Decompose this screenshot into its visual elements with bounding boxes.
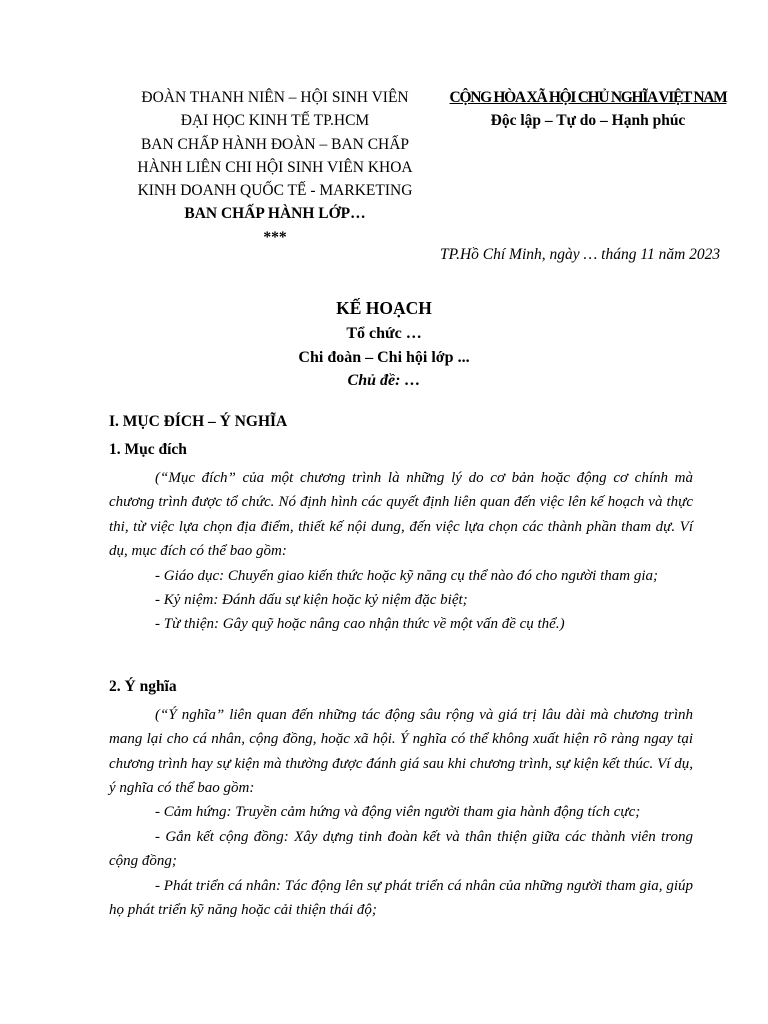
meaning-paragraph: (“Ý nghĩa” liên quan đến những tác động sâu rộng và giá trị lâu dài mà chương trình mang lại cho cá nhân, cộng đồng, hoặc xã hội. Ý nghĩa có thể không xuất hiện rõ ràng ngay tại chương trình hay sự kiện mà thường được đánh giá sau khi chương trình, sự kiện kết thúc. Ví dụ, ý nghĩa có thể bao gồm: <box>109 706 693 797</box>
meaning-heading: 2. Ý nghĩa <box>109 677 177 695</box>
purpose-bullet: - Từ thiện: Gây quỹ hoặc nâng cao nhận thức về một vấn đề cụ thể.) <box>155 616 565 633</box>
meaning-bullet: - Phát triển cá nhân: Tác động lên sự phát triển cá nhân của những người tham gia, giúp họ phát triển kỹ năng hoặc cải thiện thái độ; <box>109 877 693 919</box>
plan-branch: Chi đoàn – Chi hội lớp ... <box>298 349 470 366</box>
date-line: TP.Hồ Chí Minh, ngày … tháng 11 năm 2023 <box>440 246 721 263</box>
national-header <box>436 86 740 133</box>
spacer <box>109 637 693 675</box>
org-line: HÀNH LIÊN CHI HỘI SINH VIÊN KHOA <box>137 158 413 176</box>
plan-organize: Tổ chức … <box>346 325 422 342</box>
purpose-bullet: - Giáo dục: Chuyển giao kiến thức hoặc kỹ năng cụ thể nào đó cho người tham gia; <box>155 567 659 584</box>
meaning-bullet: - Cảm hứng: Truyền cảm hứng và động viên người tham gia hành động tích cực; <box>155 804 641 821</box>
org-line: BAN CHẤP HÀNH ĐOÀN – BAN CHẤP <box>140 135 410 153</box>
national-motto: Độc lập – Tự do – Hạnh phúc <box>490 112 686 130</box>
stars-divider: *** <box>263 228 287 246</box>
plan-title: KẾ HOẠCH <box>336 298 432 318</box>
purpose-heading: 1. Mục đích <box>109 441 187 458</box>
org-line: KINH DOANH QUỐC TẾ - MARKETING <box>137 182 413 200</box>
republic-title: CỘNG HÒA XÃ HỘI CHỦ NGHĨA VIỆT NAM <box>449 89 727 106</box>
organization-header <box>108 86 442 249</box>
section-heading: I. MỤC ĐÍCH – Ý NGHĨA <box>109 413 288 430</box>
document-body <box>109 410 693 923</box>
class-committee: BAN CHẤP HÀNH LỚP… <box>184 205 366 223</box>
org-line: ĐOÀN THANH NIÊN – HỘI SINH VIÊN <box>141 89 409 106</box>
org-line: ĐẠI HỌC KINH TẾ TP.HCM <box>180 112 370 130</box>
meaning-bullet: - Gắn kết cộng đồng: Xây dựng tinh đoàn kết và thân thiện giữa các thành viên trong cộng đồng; <box>109 828 693 870</box>
plan-theme: Chủ đề: … <box>347 372 421 389</box>
purpose-bullet: - Kỷ niệm: Đánh dấu sự kiện hoặc kỷ niệm đặc biệt; <box>155 592 468 609</box>
purpose-paragraph: (“Mục đích” của một chương trình là những lý do cơ bản hoặc động cơ chính mà chương trình được tổ chức. Nó định hình các quyết định liên quan đến việc lên kế hoạch và thực thi, từ việc lựa chọn địa điểm, thiết kế nội dung, đến việc lựa chọn các thành phần tham dự. Ví dụ, mục đích có thể bao gồm: <box>109 470 693 560</box>
